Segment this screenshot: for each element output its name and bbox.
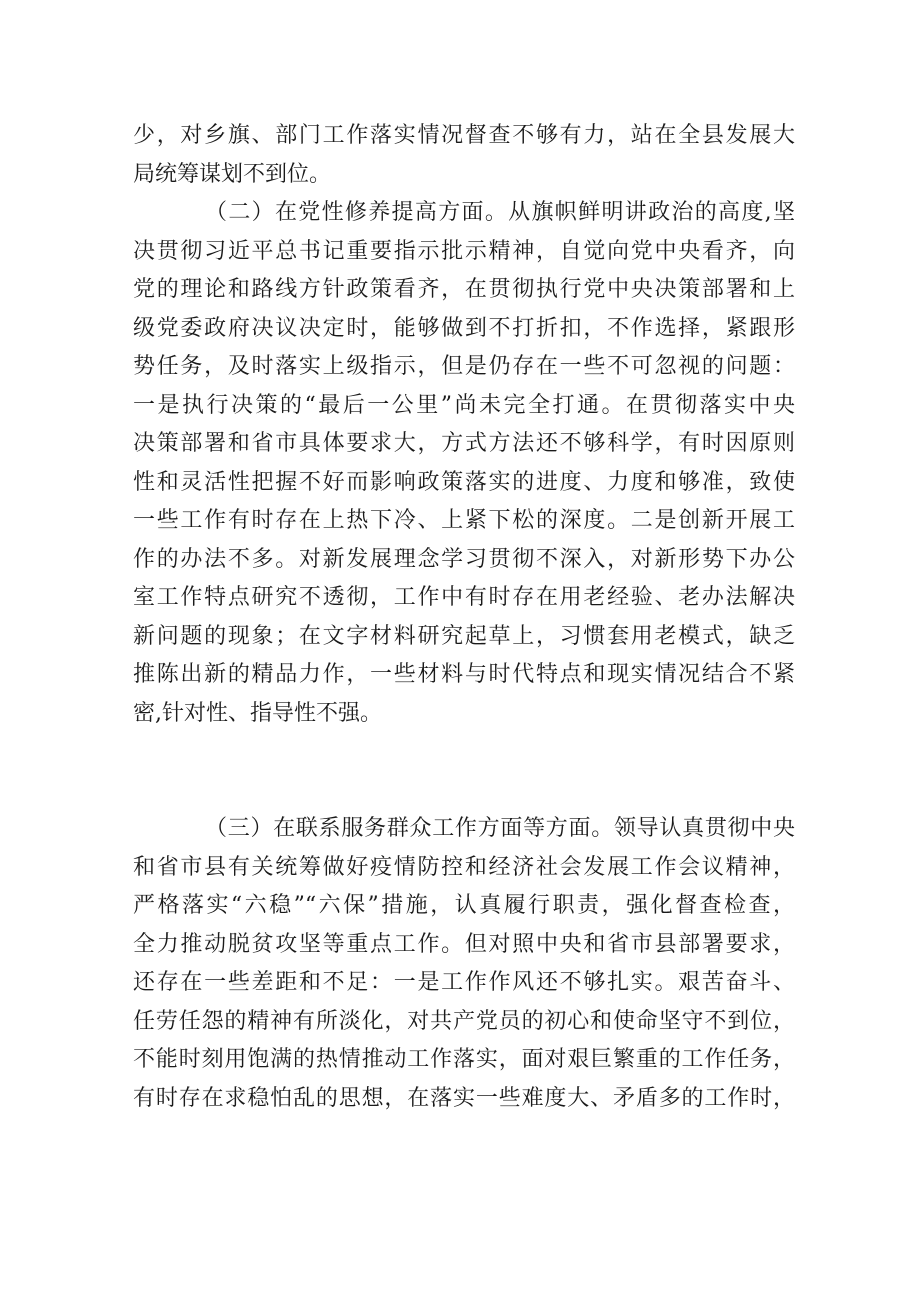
text-line: 作的办法不多。对新发展理念学习贯彻不深入，对新形势下办公 [133, 546, 795, 572]
text-line: 级党委政府决议决定时，能够做到不打折扣，不作选择，紧跟形 [133, 315, 795, 341]
text-line: 有时存在求稳怕乱的思想，在落实一些难度大、矛盾多的工作时， [133, 1085, 795, 1111]
text-line: 严格落实“六稳”“六保”措施，认真履行职责，强化督查检查， [133, 893, 795, 918]
text-line: 还存在一些差距和不足：一是工作作风还不够扎实。艰苦奋斗、 [133, 970, 795, 995]
paragraph-continued [133, 117, 795, 194]
text-line: 新问题的现象；在文字材料研究起草上，习惯套用老模式，缺乏 [133, 623, 795, 649]
text-line: 一些工作有时存在上热下冷、上紧下松的深度。二是创新开展工 [133, 508, 795, 533]
text-line: 全力推动脱贫攻坚等重点工作。但对照中央和省市县部署要求， [133, 931, 795, 957]
text-line: 性和灵活性把握不好而影响政策落实的进度、力度和够准，致使 [133, 469, 795, 495]
text-line: 党的理论和路线方针政策看齐，在贯彻执行党中央决策部署和上 [133, 277, 795, 302]
text-line: 决贯彻习近平总书记重要指示批示精神，自觉向党中央看齐，向 [133, 238, 795, 264]
paragraph-serving-masses [133, 810, 795, 1118]
paragraph-heading-line: （二）在党性修养提高方面。从旗帜鲜明讲政治的高度,坚 [205, 200, 795, 225]
text-line: 和省市县有关统筹做好疫情防控和经济社会发展工作会议精神， [133, 854, 795, 880]
text-line: 任劳任怨的精神有所淡化，对共产党员的初心和使命坚守不到位， [133, 1008, 795, 1034]
text-line: 室工作特点研究不透彻，工作中有时存在用老经验、老办法解决 [133, 585, 795, 610]
text-line: 局统筹谋划不到位。 [133, 161, 332, 187]
text-line: 一是执行决策的“最后一公里”尚未完全打通。在贯彻落实中央 [133, 392, 795, 418]
text-line: 推陈出新的精品力作，一些材料与时代特点和现实情况结合不紧 [133, 662, 795, 687]
paragraph-heading-line: （三）在联系服务群众工作方面等方面。领导认真贯彻中央 [205, 816, 795, 841]
text-line: 决策部署和省市具体要求大，方式方法还不够科学，有时因原则 [133, 431, 795, 456]
text-line: 势任务，及时落实上级指示，但是仍存在一些不可忽视的问题： [133, 354, 795, 379]
paragraph-party-spirit [133, 194, 795, 733]
text-line: 少，对乡旗、部门工作落实情况督查不够有力，站在全县发展大 [133, 123, 795, 148]
text-line: 不能时刻用饱满的热情推动工作落实，面对艰巨繁重的工作任务， [133, 1047, 795, 1072]
text-line: 密,针对性、指导性不强。 [133, 700, 382, 726]
